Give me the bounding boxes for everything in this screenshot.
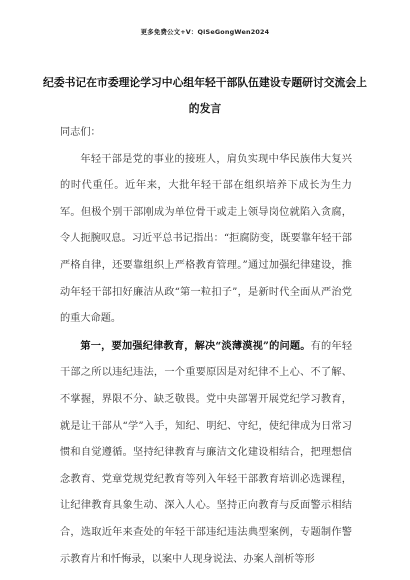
salutation: 同志们：: [60, 127, 101, 138]
document-title: 纪委书记在市委理论学习中心组年轻干部队伍建设专题研讨交流会上的发言: [43, 76, 367, 115]
paragraph-section-1: [60, 333, 352, 573]
section-1-text: 有的年轻干部之所以违纪违法，一个重要原因是对纪律不上心、不了解、不掌握，界限不分、缺乏敬畏。党中央部署开展党纪学习教育，就是让干部从“学”入手，知纪、明纪、守纪，使纪律成为日常习惯和自觉遵循。坚持纪律教育与廉洁文化建设相结合，把理想信念教育、党章党规党纪教育等列入年轻干部教育培训必选课程，让纪律教育具象生动、深入人心。坚持正向教育与反面警示相结合，选取近年来查处的年轻干部违纪违法典型案例，专题制作警示教育片和忏悔录，以案中人现身说法、办案人剖析等形: [60, 340, 353, 565]
header-note: 更多免费公文+V：QiSeGongWen2024: [140, 28, 270, 36]
document-body: [60, 120, 352, 573]
paragraph-intro: 年轻干部是党的事业的接班人，肩负实现中华民族伟大复兴的时代重任。近年来，大批年轻干部在组织培养下成长为生力军。但极个别干部刚成为单位骨干或走上领导岗位就陷入贪腐，令人扼腕叹息。习近平总书记指出：“拒腐防变，既要靠年轻干部严格自律，还要靠组织上严格教育管理。”通过加强纪律建设，推动年轻干部扣好廉洁从政“第一粒扣子”，是新时代全面从严治党的重大命题。: [60, 153, 352, 325]
section-1-heading: 第一，要加强纪律教育，解决“淡薄漠视”的问题。: [80, 339, 311, 352]
